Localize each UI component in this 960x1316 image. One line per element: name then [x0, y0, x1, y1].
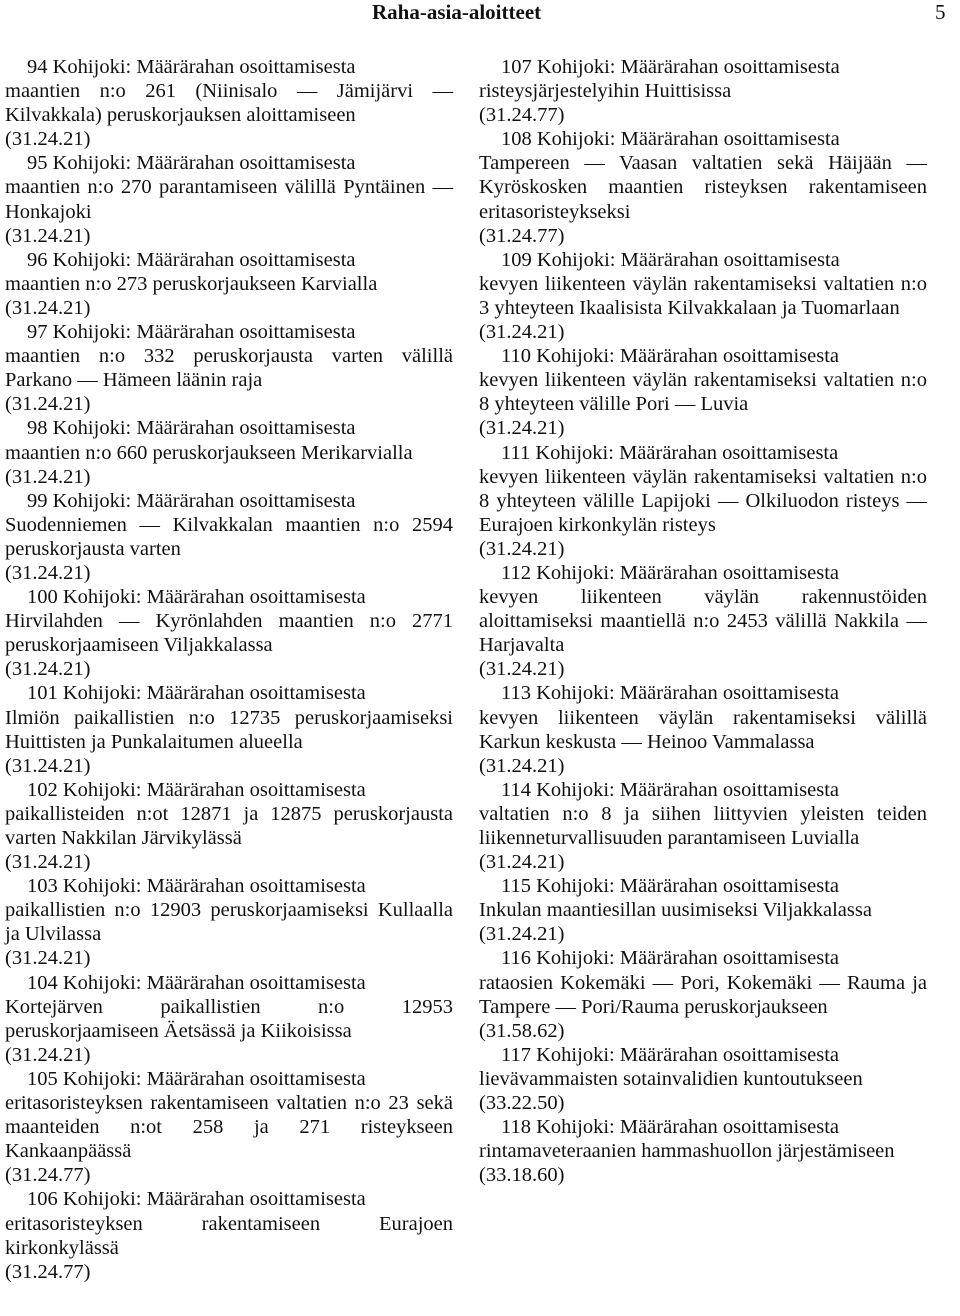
motion-title: Kohijoki: Määrärahan osoittamisesta [52, 417, 356, 440]
budget-item-code: (31.24.21) [5, 947, 91, 970]
motion-body: rataosien Kokemäki — Pori, Kokemäki — Rauma ja Tampere — Pori/Rauma peruskorjaukseen [479, 971, 927, 1018]
motion-entry [5, 248, 453, 320]
motion-entry [5, 971, 453, 1067]
motion-heading [5, 151, 453, 175]
motion-heading [5, 971, 453, 995]
motion-entry [5, 585, 453, 681]
motion-body: kevyen liikenteen väylän rakennustöiden aloittamiseksi maantiellä n:o 2453 välillä Nakkila — Harjavalta [479, 586, 927, 657]
motion-heading [5, 416, 453, 440]
motion-body: kevyen liikenteen väylän rakentamiseksi valtatien n:o 3 yhteyteen Ikaalisista Kilvakkalaan ja Tuomarlaan [479, 272, 927, 319]
motion-number: 116 [501, 947, 531, 970]
budget-item-code: (31.24.21) [5, 851, 91, 874]
budget-item-code: (31.24.21) [5, 393, 91, 416]
motion-body: maantien n:o 261 (Niinisalo — Jämijärvi — Kilvakkala) peruskorjauksen aloittamiseen [5, 80, 453, 127]
budget-item-code: (31.24.21) [5, 658, 91, 681]
motion-body: Tampereen — Vaasan valtatien sekä Häijään — Kyröskosken maantien risteyksen rakentamiseen eritasoristeykseksi [479, 152, 927, 223]
motion-entry [5, 489, 453, 585]
motion-number: 117 [501, 1043, 531, 1066]
right-column [479, 55, 927, 1187]
motion-number: 99 [27, 489, 48, 512]
budget-item-code: (31.24.21) [479, 321, 565, 344]
motion-title: Kohijoki: Määrärahan osoittamisesta [536, 561, 839, 584]
motion-body: paikallistien n:o 12903 peruskorjaamiseksi Kullaalla ja Ulvilassa [5, 899, 453, 946]
motion-number: 105 [27, 1067, 58, 1090]
motion-body: Suodenniemen — Kilvakkalan maantien n:o 2594 peruskorjausta varten [5, 513, 453, 560]
motion-body: maantien n:o 273 peruskorjaukseen Karvialla [5, 272, 378, 295]
budget-item-code: (31.24.77) [5, 1164, 91, 1187]
budget-item-code: (31.24.21) [479, 754, 565, 777]
motion-body: maantien n:o 660 peruskorjaukseen Merikarvialla [5, 441, 413, 464]
motion-heading [479, 874, 927, 898]
budget-item-code: (31.24.21) [5, 224, 91, 247]
page-number: 5 [935, 0, 946, 24]
budget-item-code: (31.24.21) [5, 1043, 91, 1066]
motion-heading [479, 778, 927, 802]
motion-entry [479, 681, 927, 777]
motion-title: Kohijoki: Määrärahan osoittamisesta [536, 778, 839, 801]
motion-entry [479, 55, 927, 127]
budget-item-code: (31.24.21) [479, 923, 565, 946]
motion-number: 118 [501, 1116, 531, 1139]
motion-body: eritasoristeyksen rakentamiseen valtatien n:o 23 sekä maanteiden n:ot 258 ja 271 risteykseen Kankaanpäässä [5, 1092, 453, 1163]
budget-item-code: (31.24.21) [479, 537, 565, 560]
budget-item-code: (31.24.21) [5, 465, 91, 488]
motion-entry [479, 778, 927, 874]
motion-heading [479, 561, 927, 585]
motion-title: Kohijoki: Määrärahan osoittamisesta [536, 875, 839, 898]
motion-number: 104 [27, 971, 58, 994]
motion-number: 102 [27, 778, 58, 801]
budget-item-code: (31.24.77) [5, 1260, 91, 1283]
motion-entry [5, 320, 453, 416]
motion-entry [479, 946, 927, 1042]
motion-number: 107 [501, 56, 532, 78]
motion-title: Kohijoki: Määrärahan osoittamisesta [536, 1116, 839, 1139]
motion-heading [5, 585, 453, 609]
motion-heading [5, 874, 453, 898]
motion-body: kevyen liikenteen väylän rakentamiseksi välillä Karkun keskusta — Heinoo Vammalassa [479, 706, 927, 753]
motion-heading [5, 681, 453, 705]
motion-body: paikallisteiden n:ot 12871 ja 12875 peruskorjausta varten Nakkilan Järvikylässä [5, 802, 453, 849]
budget-item-code: (31.24.21) [5, 296, 91, 319]
motion-heading [5, 1067, 453, 1091]
motion-body: rintamaveteraanien hammashuollon järjestämiseen [479, 1140, 895, 1163]
motion-title: Kohijoki: Määrärahan osoittamisesta [536, 1043, 839, 1066]
left-column [5, 55, 453, 1284]
budget-item-code: (31.24.21) [5, 754, 91, 777]
motion-number: 96 [27, 248, 48, 271]
motion-heading [5, 489, 453, 513]
motion-number: 106 [27, 1188, 58, 1211]
motion-number: 103 [27, 875, 58, 898]
motion-body: risteysjärjestelyihin Huittisissa [479, 80, 732, 103]
motion-number: 109 [501, 248, 532, 271]
motion-title: Kohijoki: Määrärahan osoittamisesta [536, 682, 839, 705]
motion-entry [479, 874, 927, 946]
motion-entry [5, 151, 453, 247]
motion-body: Kortejärven paikallistien n:o 12953 peruskorjaamiseen Äetsässä ja Kiikoisissa [5, 995, 453, 1042]
motion-entry [479, 1115, 927, 1187]
motion-entry [5, 778, 453, 874]
motion-entry [5, 874, 453, 970]
motion-body: kevyen liikenteen väylän rakentamiseksi valtatien n:o 8 yhteyteen välille Lapijoki — Olkiluodon risteys — Eurajoen kirkonkylän risteys [479, 465, 927, 536]
motion-body: lievävammaisten sotainvalidien kuntoutukseen [479, 1067, 863, 1090]
motion-number: 94 [27, 56, 48, 78]
motion-heading [5, 778, 453, 802]
budget-item-code: (33.18.60) [479, 1164, 565, 1187]
budget-item-code: (31.24.21) [5, 128, 91, 151]
motion-number: 110 [501, 345, 531, 368]
motion-entry [479, 1043, 927, 1115]
motion-entry [479, 248, 927, 344]
motion-heading [479, 441, 927, 465]
motion-title: Kohijoki: Määrärahan osoittamisesta [62, 778, 366, 801]
motion-number: 108 [501, 128, 532, 151]
motion-title: Kohijoki: Määrärahan osoittamisesta [62, 682, 366, 705]
budget-item-code: (31.24.21) [5, 561, 91, 584]
motion-heading [5, 320, 453, 344]
motion-title: Kohijoki: Määrärahan osoittamisesta [536, 56, 840, 78]
budget-item-code: (31.24.21) [479, 851, 565, 874]
motion-title: Kohijoki: Määrärahan osoittamisesta [62, 1067, 366, 1090]
motion-body: maantien n:o 270 parantamiseen välillä Pyntäinen — Honkajoki [5, 176, 453, 223]
motion-title: Kohijoki: Määrärahan osoittamisesta [52, 56, 356, 78]
motion-number: 114 [501, 778, 531, 801]
motion-entry [479, 127, 927, 247]
motion-entry [5, 681, 453, 777]
motion-number: 97 [27, 321, 48, 344]
motion-heading [479, 1115, 927, 1139]
motion-number: 113 [501, 682, 531, 705]
motion-number: 112 [501, 561, 531, 584]
motion-title: Kohijoki: Määrärahan osoittamisesta [536, 947, 839, 970]
budget-item-code: (33.22.50) [479, 1092, 565, 1115]
motion-body: valtatien n:o 8 ja siihen liittyvien yleisten teiden liikenneturvallisuuden parantamiseen Luvialla [479, 802, 927, 849]
motion-title: Kohijoki: Määrärahan osoittamisesta [536, 128, 840, 151]
motion-title: Kohijoki: Määrärahan osoittamisesta [52, 489, 356, 512]
motion-number: 98 [27, 417, 48, 440]
motion-entry [5, 55, 453, 151]
motion-heading [479, 946, 927, 970]
motion-title: Kohijoki: Määrärahan osoittamisesta [62, 971, 366, 994]
motion-body: kevyen liikenteen väylän rakentamiseksi valtatien n:o 8 yhteyteen välille Pori — Luvia [479, 369, 927, 416]
budget-item-code: (31.58.62) [479, 1019, 565, 1042]
motion-heading [479, 681, 927, 705]
motion-heading [479, 127, 927, 151]
motion-number: 111 [501, 441, 531, 464]
motion-entry [5, 416, 453, 488]
motion-title: Kohijoki: Määrärahan osoittamisesta [536, 345, 839, 368]
motion-body: Hirvilahden — Kyrönlahden maantien n:o 2771 peruskorjaamiseen Viljakkalassa [5, 610, 453, 657]
budget-item-code: (31.24.21) [479, 658, 565, 681]
motion-body: eritasoristeyksen rakentamiseen Eurajoen kirkonkylässä [5, 1212, 453, 1259]
motion-body: Inkulan maantiesillan uusimiseksi Viljakkalassa [479, 899, 872, 922]
motion-heading [479, 55, 927, 79]
budget-item-code: (31.24.77) [479, 224, 565, 247]
motion-title: Kohijoki: Määrärahan osoittamisesta [62, 586, 366, 609]
motion-title: Kohijoki: Määrärahan osoittamisesta [536, 248, 840, 271]
motion-title: Kohijoki: Määrärahan osoittamisesta [52, 152, 356, 175]
motion-heading [479, 344, 927, 368]
motion-entry [5, 1187, 453, 1283]
motion-heading [5, 248, 453, 272]
motion-heading [5, 1187, 453, 1211]
motion-body: maantien n:o 332 peruskorjausta varten välillä Parkano — Hämeen läänin raja [5, 345, 453, 392]
motion-title: Kohijoki: Määrärahan osoittamisesta [62, 875, 366, 898]
motion-heading [5, 55, 453, 79]
motion-number: 95 [27, 152, 48, 175]
motion-number: 100 [27, 586, 58, 609]
budget-item-code: (31.24.77) [479, 104, 565, 127]
budget-item-code: (31.24.21) [479, 417, 565, 440]
motion-entry [479, 561, 927, 681]
motion-number: 101 [27, 682, 58, 705]
motion-number: 115 [501, 875, 531, 898]
motion-entry [479, 344, 927, 440]
motion-body: Ilmiön paikallistien n:o 12735 peruskorjaamiseksi Huittisten ja Punkalaitumen alueella [5, 706, 453, 753]
page-header [0, 0, 960, 30]
running-header-title: Raha-asia-aloitteet [372, 0, 542, 24]
motion-heading [479, 248, 927, 272]
motion-entry [479, 441, 927, 561]
motion-title: Kohijoki: Määrärahan osoittamisesta [62, 1188, 366, 1211]
motion-heading [479, 1043, 927, 1067]
motion-entry [5, 1067, 453, 1187]
motion-title: Kohijoki: Määrärahan osoittamisesta [52, 248, 356, 271]
motion-title: Kohijoki: Määrärahan osoittamisesta [52, 321, 356, 344]
motion-title: Kohijoki: Määrärahan osoittamisesta [535, 441, 839, 464]
